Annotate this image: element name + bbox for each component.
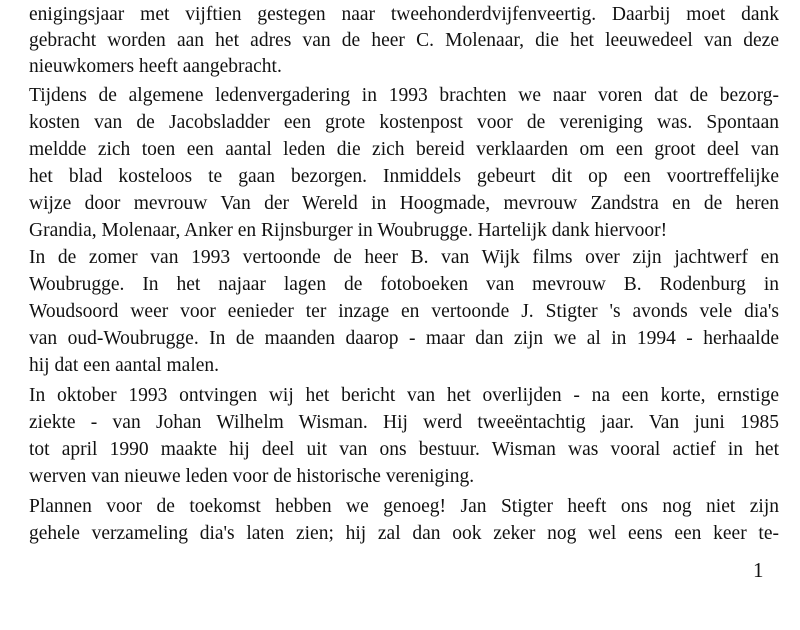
text-line-6: meldde zich toen een aantal leden die zich bereid verklaarden om een groot deel van xyxy=(29,139,779,160)
text-line-10: In de zomer van 1993 vertoonde de heer B. van Wijk films over zijn jachtwerf en xyxy=(29,247,779,268)
text-line-4: Tijdens de algemene ledenvergadering in 1993 brachten we naar voren dat de bezorg- xyxy=(29,85,779,106)
text-line-15: In oktober 1993 ontvingen wij het bericht van het overlijden - na een korte, ernstige xyxy=(29,385,779,406)
text-line-18: werven van nieuwe leden voor de historische vereniging. xyxy=(29,466,475,487)
text-line-1: enigingsjaar met vijftien gestegen naar tweehonderdvijfenveertig. Daarbij moet dank xyxy=(29,4,779,25)
text-line-16: ziekte - van Johan Wilhelm Wisman. Hij werd tweeëntachtig jaar. Van juni 1985 xyxy=(29,412,779,433)
text-line-14: hij dat een aantal malen. xyxy=(29,355,220,376)
text-line-20: gehele verzameling dia's laten zien; hij zal dan ook zeker nog wel eens een keer te- xyxy=(29,523,779,544)
page-number: 1 xyxy=(753,558,764,582)
text-line-13: van oud-Woubrugge. In de maanden daarop - maar dan zijn we al in 1994 - herhaalde xyxy=(29,328,779,349)
text-line-2: gebracht worden aan het adres van de heer C. Molenaar, die het leeuwedeel van deze xyxy=(29,30,779,51)
text-line-7: het blad kosteloos te gaan bezorgen. Inmiddels gebeurt dit op een voortreffelijke xyxy=(29,166,779,187)
text-line-19: Plannen voor de toekomst hebben we genoeg! Jan Stigter heeft ons nog niet zijn xyxy=(29,496,779,517)
text-line-8: wijze door mevrouw Van der Wereld in Hoogmade, mevrouw Zandstra en de heren xyxy=(29,193,779,214)
text-line-9: Grandia, Molenaar, Anker en Rijnsburger in Woubrugge. Hartelijk dank hiervoor! xyxy=(29,220,668,241)
text-line-3: nieuwkomers heeft aangebracht. xyxy=(29,56,282,77)
text-line-17: tot april 1990 maakte hij deel uit van ons bestuur. Wisman was vooral actief in het xyxy=(29,439,779,460)
text-line-12: Woudsoord weer voor eenieder ter inzage en vertoonde J. Stigter 's avonds vele dia's xyxy=(29,301,779,322)
text-line-11: Woubrugge. In het najaar lagen de fotoboeken van mevrouw B. Rodenburg in xyxy=(29,274,779,295)
text-line-5: kosten van de Jacobsladder een grote kostenpost voor de vereniging was. Spontaan xyxy=(29,112,779,133)
